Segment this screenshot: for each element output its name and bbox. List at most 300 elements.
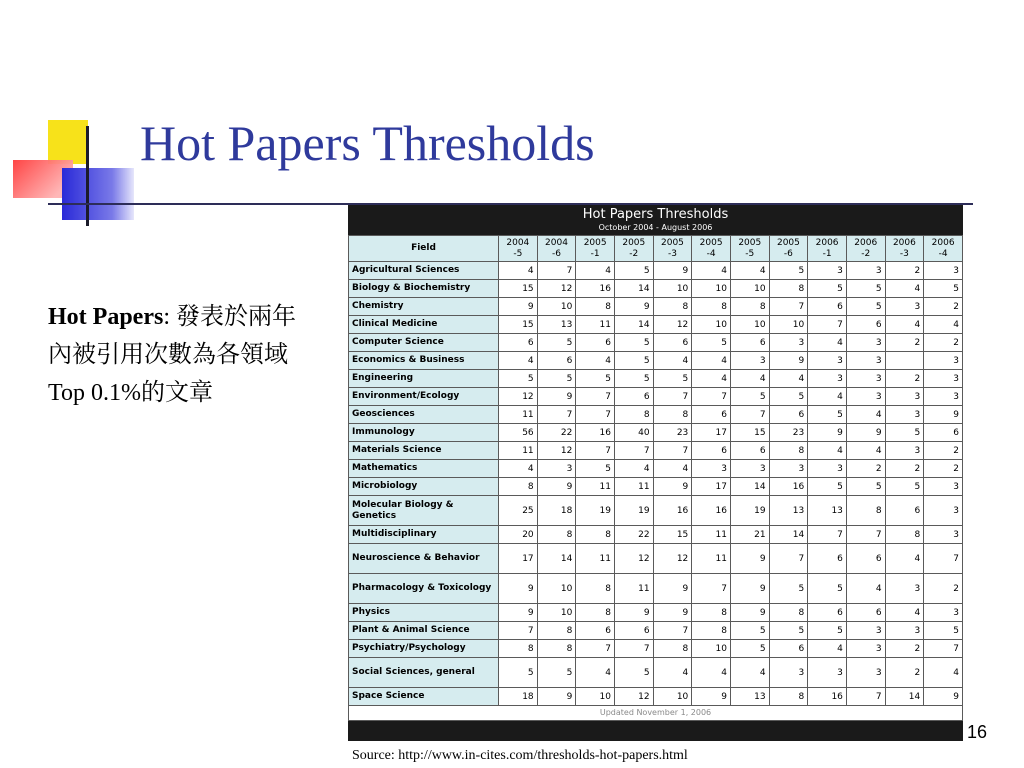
table-footer: Updated November 1, 2006 [348, 706, 963, 721]
field-column-header: Field [349, 236, 499, 262]
threshold-cell: 3 [846, 334, 885, 352]
table-subtitle: October 2004 - August 2006 [598, 223, 713, 232]
period-year: 2005 [776, 237, 800, 248]
threshold-cell: 9 [924, 406, 963, 424]
threshold-cell: 7 [499, 622, 538, 640]
threshold-cell: 6 [499, 334, 538, 352]
threshold-cell: 5 [653, 370, 692, 388]
threshold-cell [885, 352, 924, 370]
threshold-cell: 7 [576, 442, 615, 460]
threshold-cell: 9 [499, 604, 538, 622]
threshold-cell: 4 [769, 370, 808, 388]
threshold-cell: 5 [614, 658, 653, 688]
slide-title: Hot Papers Thresholds [140, 115, 595, 171]
threshold-cell: 2 [924, 442, 963, 460]
threshold-cell: 10 [692, 640, 731, 658]
threshold-cell: 4 [808, 388, 847, 406]
threshold-cell: 9 [499, 298, 538, 316]
period-year: 2004 [506, 237, 530, 248]
table-row [349, 442, 963, 460]
threshold-cell: 7 [537, 406, 576, 424]
field-name-cell: Neuroscience & Behavior [349, 544, 499, 574]
decor-blue-square [62, 168, 134, 220]
threshold-cell: 5 [885, 478, 924, 496]
table-row [349, 388, 963, 406]
threshold-cell: 10 [692, 316, 731, 334]
threshold-cell: 8 [885, 526, 924, 544]
threshold-cell: 13 [537, 316, 576, 334]
threshold-cell: 18 [537, 496, 576, 526]
threshold-cell: 7 [576, 406, 615, 424]
threshold-cell: 9 [537, 688, 576, 706]
threshold-cell: 5 [614, 334, 653, 352]
threshold-cell: 4 [885, 316, 924, 334]
threshold-cell: 4 [576, 658, 615, 688]
threshold-cell: 4 [846, 442, 885, 460]
threshold-cell: 7 [769, 298, 808, 316]
threshold-cell: 5 [730, 622, 769, 640]
threshold-cell: 6 [808, 298, 847, 316]
threshold-cell: 19 [614, 496, 653, 526]
field-name-cell: Economics & Business [349, 352, 499, 370]
threshold-cell: 5 [614, 370, 653, 388]
threshold-cell: 16 [576, 280, 615, 298]
threshold-cell: 4 [808, 640, 847, 658]
threshold-cell: 2 [885, 262, 924, 280]
threshold-cell: 3 [885, 622, 924, 640]
table-body [349, 262, 963, 706]
period-column-header [499, 236, 538, 262]
threshold-cell: 11 [576, 544, 615, 574]
period-year: 2006 [892, 237, 916, 248]
threshold-cell: 3 [924, 604, 963, 622]
threshold-cell: 8 [653, 406, 692, 424]
threshold-cell: 9 [537, 388, 576, 406]
threshold-cell: 3 [808, 370, 847, 388]
threshold-cell: 25 [499, 496, 538, 526]
threshold-cell: 3 [924, 478, 963, 496]
threshold-cell: 2 [924, 334, 963, 352]
period-part: -1 [590, 248, 600, 259]
threshold-cell: 3 [846, 658, 885, 688]
threshold-cell: 3 [769, 460, 808, 478]
threshold-cell: 3 [846, 370, 885, 388]
threshold-cell: 4 [576, 352, 615, 370]
threshold-cell: 7 [653, 442, 692, 460]
threshold-cell: 3 [924, 352, 963, 370]
threshold-cell: 17 [499, 544, 538, 574]
threshold-cell: 56 [499, 424, 538, 442]
threshold-cell: 3 [924, 388, 963, 406]
period-year: 2006 [854, 237, 878, 248]
threshold-cell: 9 [537, 478, 576, 496]
threshold-cell: 8 [614, 406, 653, 424]
period-column-header [653, 236, 692, 262]
field-name-cell: Environment/Ecology [349, 388, 499, 406]
threshold-cell: 3 [808, 262, 847, 280]
threshold-cell: 5 [692, 334, 731, 352]
threshold-cell: 8 [769, 688, 808, 706]
threshold-cell: 11 [499, 442, 538, 460]
threshold-cell: 3 [846, 262, 885, 280]
threshold-cell: 10 [653, 280, 692, 298]
threshold-cell: 7 [924, 544, 963, 574]
threshold-cell: 13 [730, 688, 769, 706]
threshold-cell: 7 [614, 442, 653, 460]
threshold-cell: 16 [769, 478, 808, 496]
threshold-cell: 8 [653, 640, 692, 658]
threshold-cell: 2 [846, 460, 885, 478]
threshold-cell: 5 [808, 406, 847, 424]
body-definition: : 發表於兩年內被引用次數為各領域Top 0.1%的文章 [48, 304, 296, 406]
threshold-cell: 9 [730, 604, 769, 622]
threshold-cell: 8 [537, 640, 576, 658]
threshold-cell: 3 [846, 640, 885, 658]
threshold-cell: 4 [653, 460, 692, 478]
period-column-header [846, 236, 885, 262]
threshold-cell: 6 [846, 604, 885, 622]
period-column-header [537, 236, 576, 262]
threshold-cell: 14 [730, 478, 769, 496]
threshold-cell: 7 [692, 388, 731, 406]
threshold-cell: 20 [499, 526, 538, 544]
threshold-cell: 5 [808, 280, 847, 298]
threshold-cell: 13 [808, 496, 847, 526]
threshold-cell: 9 [653, 478, 692, 496]
table-row [349, 604, 963, 622]
table-row [349, 352, 963, 370]
field-name-cell: Physics [349, 604, 499, 622]
threshold-cell: 4 [653, 658, 692, 688]
threshold-cell: 3 [924, 262, 963, 280]
source-citation: Source: http://www.in-cites.com/thresholds-hot-papers.html [352, 748, 688, 763]
period-part: -6 [551, 248, 561, 259]
threshold-cell: 4 [885, 280, 924, 298]
threshold-cell: 7 [846, 526, 885, 544]
threshold-cell: 7 [692, 574, 731, 604]
threshold-cell: 5 [924, 280, 963, 298]
threshold-cell: 8 [537, 526, 576, 544]
threshold-cell: 8 [692, 298, 731, 316]
threshold-cell: 15 [730, 424, 769, 442]
threshold-cell: 3 [730, 460, 769, 478]
threshold-cell: 6 [808, 604, 847, 622]
period-year: 2006 [931, 237, 955, 248]
table-row [349, 280, 963, 298]
threshold-cell: 16 [808, 688, 847, 706]
table-row [349, 262, 963, 280]
threshold-cell: 21 [730, 526, 769, 544]
period-column-header [885, 236, 924, 262]
threshold-cell: 4 [808, 334, 847, 352]
threshold-cell: 9 [499, 574, 538, 604]
period-year: 2005 [661, 237, 684, 248]
period-part: -5 [745, 248, 755, 259]
threshold-cell: 5 [846, 298, 885, 316]
threshold-cell: 9 [846, 424, 885, 442]
threshold-cell: 15 [499, 280, 538, 298]
threshold-cell: 6 [692, 406, 731, 424]
threshold-cell: 4 [730, 658, 769, 688]
threshold-cell: 3 [885, 406, 924, 424]
table-row [349, 496, 963, 526]
table-row [349, 370, 963, 388]
threshold-cell: 5 [885, 424, 924, 442]
period-part: -4 [938, 248, 948, 259]
threshold-cell: 10 [769, 316, 808, 334]
threshold-cell: 6 [653, 334, 692, 352]
table-row [349, 478, 963, 496]
threshold-cell: 9 [653, 604, 692, 622]
table-row [349, 688, 963, 706]
threshold-cell: 5 [499, 658, 538, 688]
period-column-header [576, 236, 615, 262]
threshold-cell: 5 [769, 622, 808, 640]
threshold-cell: 4 [924, 316, 963, 334]
threshold-cell: 6 [614, 622, 653, 640]
threshold-cell: 3 [885, 574, 924, 604]
period-year: 2004 [545, 237, 568, 248]
threshold-cell: 3 [730, 352, 769, 370]
threshold-cell: 22 [537, 424, 576, 442]
threshold-cell: 10 [537, 604, 576, 622]
threshold-cell: 8 [692, 622, 731, 640]
threshold-cell: 6 [614, 388, 653, 406]
field-name-cell: Pharmacology & Toxicology [349, 574, 499, 604]
threshold-cell: 23 [653, 424, 692, 442]
threshold-cell: 2 [924, 298, 963, 316]
period-year: 2005 [622, 237, 646, 248]
threshold-cell: 5 [808, 478, 847, 496]
threshold-cell: 14 [885, 688, 924, 706]
table-row [349, 424, 963, 442]
field-name-cell: Agricultural Sciences [349, 262, 499, 280]
threshold-cell: 5 [808, 622, 847, 640]
field-name-cell: Engineering [349, 370, 499, 388]
threshold-cell: 4 [692, 262, 731, 280]
threshold-cell: 2 [885, 640, 924, 658]
field-name-cell: Computer Science [349, 334, 499, 352]
threshold-cell: 11 [576, 478, 615, 496]
period-part: -3 [667, 248, 677, 259]
table-row [349, 622, 963, 640]
threshold-cell: 6 [846, 316, 885, 334]
threshold-cell: 3 [924, 526, 963, 544]
threshold-cell: 3 [885, 442, 924, 460]
threshold-cell: 4 [692, 658, 731, 688]
table-row [349, 574, 963, 604]
threshold-cell: 8 [499, 478, 538, 496]
threshold-cell: 10 [576, 688, 615, 706]
period-year: 2005 [738, 237, 762, 248]
threshold-cell: 14 [614, 316, 653, 334]
table-row [349, 298, 963, 316]
threshold-cell: 22 [614, 526, 653, 544]
threshold-cell: 9 [769, 352, 808, 370]
field-name-cell: Plant & Animal Science [349, 622, 499, 640]
threshold-cell: 4 [808, 442, 847, 460]
threshold-cell: 3 [885, 388, 924, 406]
threshold-cell: 5 [499, 370, 538, 388]
threshold-cell: 12 [614, 688, 653, 706]
period-part: -1 [822, 248, 832, 259]
page-number: 16 [967, 722, 988, 742]
threshold-cell: 11 [692, 544, 731, 574]
threshold-cell: 8 [576, 298, 615, 316]
threshold-cell: 16 [653, 496, 692, 526]
threshold-cell: 17 [692, 478, 731, 496]
threshold-cell: 5 [537, 370, 576, 388]
threshold-cell: 12 [653, 544, 692, 574]
threshold-cell: 6 [808, 544, 847, 574]
field-name-cell: Immunology [349, 424, 499, 442]
threshold-cell: 8 [576, 574, 615, 604]
threshold-cell: 3 [846, 622, 885, 640]
table-row [349, 406, 963, 424]
threshold-cell: 7 [614, 640, 653, 658]
threshold-cell: 12 [537, 280, 576, 298]
threshold-cell: 7 [576, 640, 615, 658]
threshold-cell: 4 [730, 262, 769, 280]
threshold-cell: 2 [885, 460, 924, 478]
threshold-cell: 7 [924, 640, 963, 658]
threshold-cell: 8 [499, 640, 538, 658]
threshold-cell: 4 [614, 460, 653, 478]
threshold-cell: 16 [692, 496, 731, 526]
threshold-cell: 9 [614, 604, 653, 622]
field-name-cell: Social Sciences, general [349, 658, 499, 688]
threshold-cell: 3 [808, 352, 847, 370]
threshold-cell: 2 [885, 334, 924, 352]
threshold-cell: 6 [846, 544, 885, 574]
threshold-cell: 14 [769, 526, 808, 544]
threshold-cell: 14 [537, 544, 576, 574]
threshold-cell: 23 [769, 424, 808, 442]
threshold-cell: 5 [576, 460, 615, 478]
threshold-cell: 3 [808, 460, 847, 478]
threshold-cell: 11 [614, 574, 653, 604]
table-row [349, 544, 963, 574]
threshold-cell: 8 [576, 604, 615, 622]
threshold-cell: 4 [730, 370, 769, 388]
threshold-cell: 4 [499, 460, 538, 478]
field-name-cell: Materials Science [349, 442, 499, 460]
threshold-cell: 12 [537, 442, 576, 460]
field-name-cell: Geosciences [349, 406, 499, 424]
period-column-header [614, 236, 653, 262]
period-column-header [769, 236, 808, 262]
thresholds-table-image [348, 205, 963, 741]
threshold-cell: 10 [692, 280, 731, 298]
table-title: Hot Papers Thresholds [582, 207, 729, 222]
field-name-cell: Psychiatry/Psychology [349, 640, 499, 658]
threshold-cell: 17 [692, 424, 731, 442]
threshold-cell: 12 [614, 544, 653, 574]
threshold-cell: 19 [730, 496, 769, 526]
threshold-cell: 3 [769, 334, 808, 352]
threshold-cell: 3 [692, 460, 731, 478]
threshold-cell: 4 [885, 604, 924, 622]
threshold-cell: 2 [924, 460, 963, 478]
threshold-cell: 15 [653, 526, 692, 544]
threshold-cell: 16 [576, 424, 615, 442]
threshold-cell: 19 [576, 496, 615, 526]
threshold-cell: 3 [769, 658, 808, 688]
threshold-cell: 9 [614, 298, 653, 316]
threshold-cell: 9 [924, 688, 963, 706]
field-name-cell: Mathematics [349, 460, 499, 478]
threshold-cell: 8 [730, 298, 769, 316]
threshold-cell: 11 [614, 478, 653, 496]
threshold-cell: 5 [576, 370, 615, 388]
field-name-cell: Chemistry [349, 298, 499, 316]
period-year: 2006 [815, 237, 839, 248]
threshold-cell: 12 [499, 388, 538, 406]
threshold-cell: 7 [653, 388, 692, 406]
threshold-cell: 5 [537, 334, 576, 352]
threshold-cell: 18 [499, 688, 538, 706]
threshold-cell: 4 [924, 658, 963, 688]
period-column-header [692, 236, 731, 262]
threshold-cell: 2 [924, 574, 963, 604]
field-name-cell: Space Science [349, 688, 499, 706]
table-header-banner [348, 205, 963, 235]
period-part: -5 [513, 248, 523, 259]
table-row [349, 526, 963, 544]
threshold-cell: 6 [576, 622, 615, 640]
table-row [349, 316, 963, 334]
threshold-cell: 6 [576, 334, 615, 352]
threshold-cell: 2 [885, 370, 924, 388]
body-text [48, 298, 308, 412]
threshold-cell: 4 [499, 262, 538, 280]
period-year: 2005 [583, 237, 607, 248]
threshold-cell: 3 [924, 496, 963, 526]
table-row [349, 460, 963, 478]
threshold-cell: 5 [614, 262, 653, 280]
threshold-cell: 4 [499, 352, 538, 370]
threshold-cell: 4 [653, 352, 692, 370]
threshold-cell: 7 [846, 688, 885, 706]
threshold-cell: 4 [576, 262, 615, 280]
threshold-cell: 3 [885, 298, 924, 316]
threshold-cell: 5 [614, 352, 653, 370]
threshold-cell: 40 [614, 424, 653, 442]
threshold-cell: 9 [653, 262, 692, 280]
decor-yellow-square [48, 120, 88, 164]
threshold-cell: 6 [924, 424, 963, 442]
threshold-cell: 11 [499, 406, 538, 424]
threshold-cell: 9 [808, 424, 847, 442]
period-part: -3 [899, 248, 909, 259]
threshold-cell: 6 [885, 496, 924, 526]
field-name-cell: Molecular Biology & Genetics [349, 496, 499, 526]
threshold-cell: 5 [769, 388, 808, 406]
period-year: 2005 [699, 237, 723, 248]
threshold-cell: 3 [537, 460, 576, 478]
threshold-cell: 6 [769, 406, 808, 424]
threshold-cell: 10 [537, 298, 576, 316]
threshold-cell: 4 [692, 370, 731, 388]
threshold-cell: 10 [653, 688, 692, 706]
table-row [349, 334, 963, 352]
threshold-cell: 15 [499, 316, 538, 334]
threshold-cell: 3 [808, 658, 847, 688]
period-part: -2 [861, 248, 871, 259]
threshold-cell: 7 [537, 262, 576, 280]
threshold-cell: 5 [769, 574, 808, 604]
threshold-cell: 8 [769, 604, 808, 622]
